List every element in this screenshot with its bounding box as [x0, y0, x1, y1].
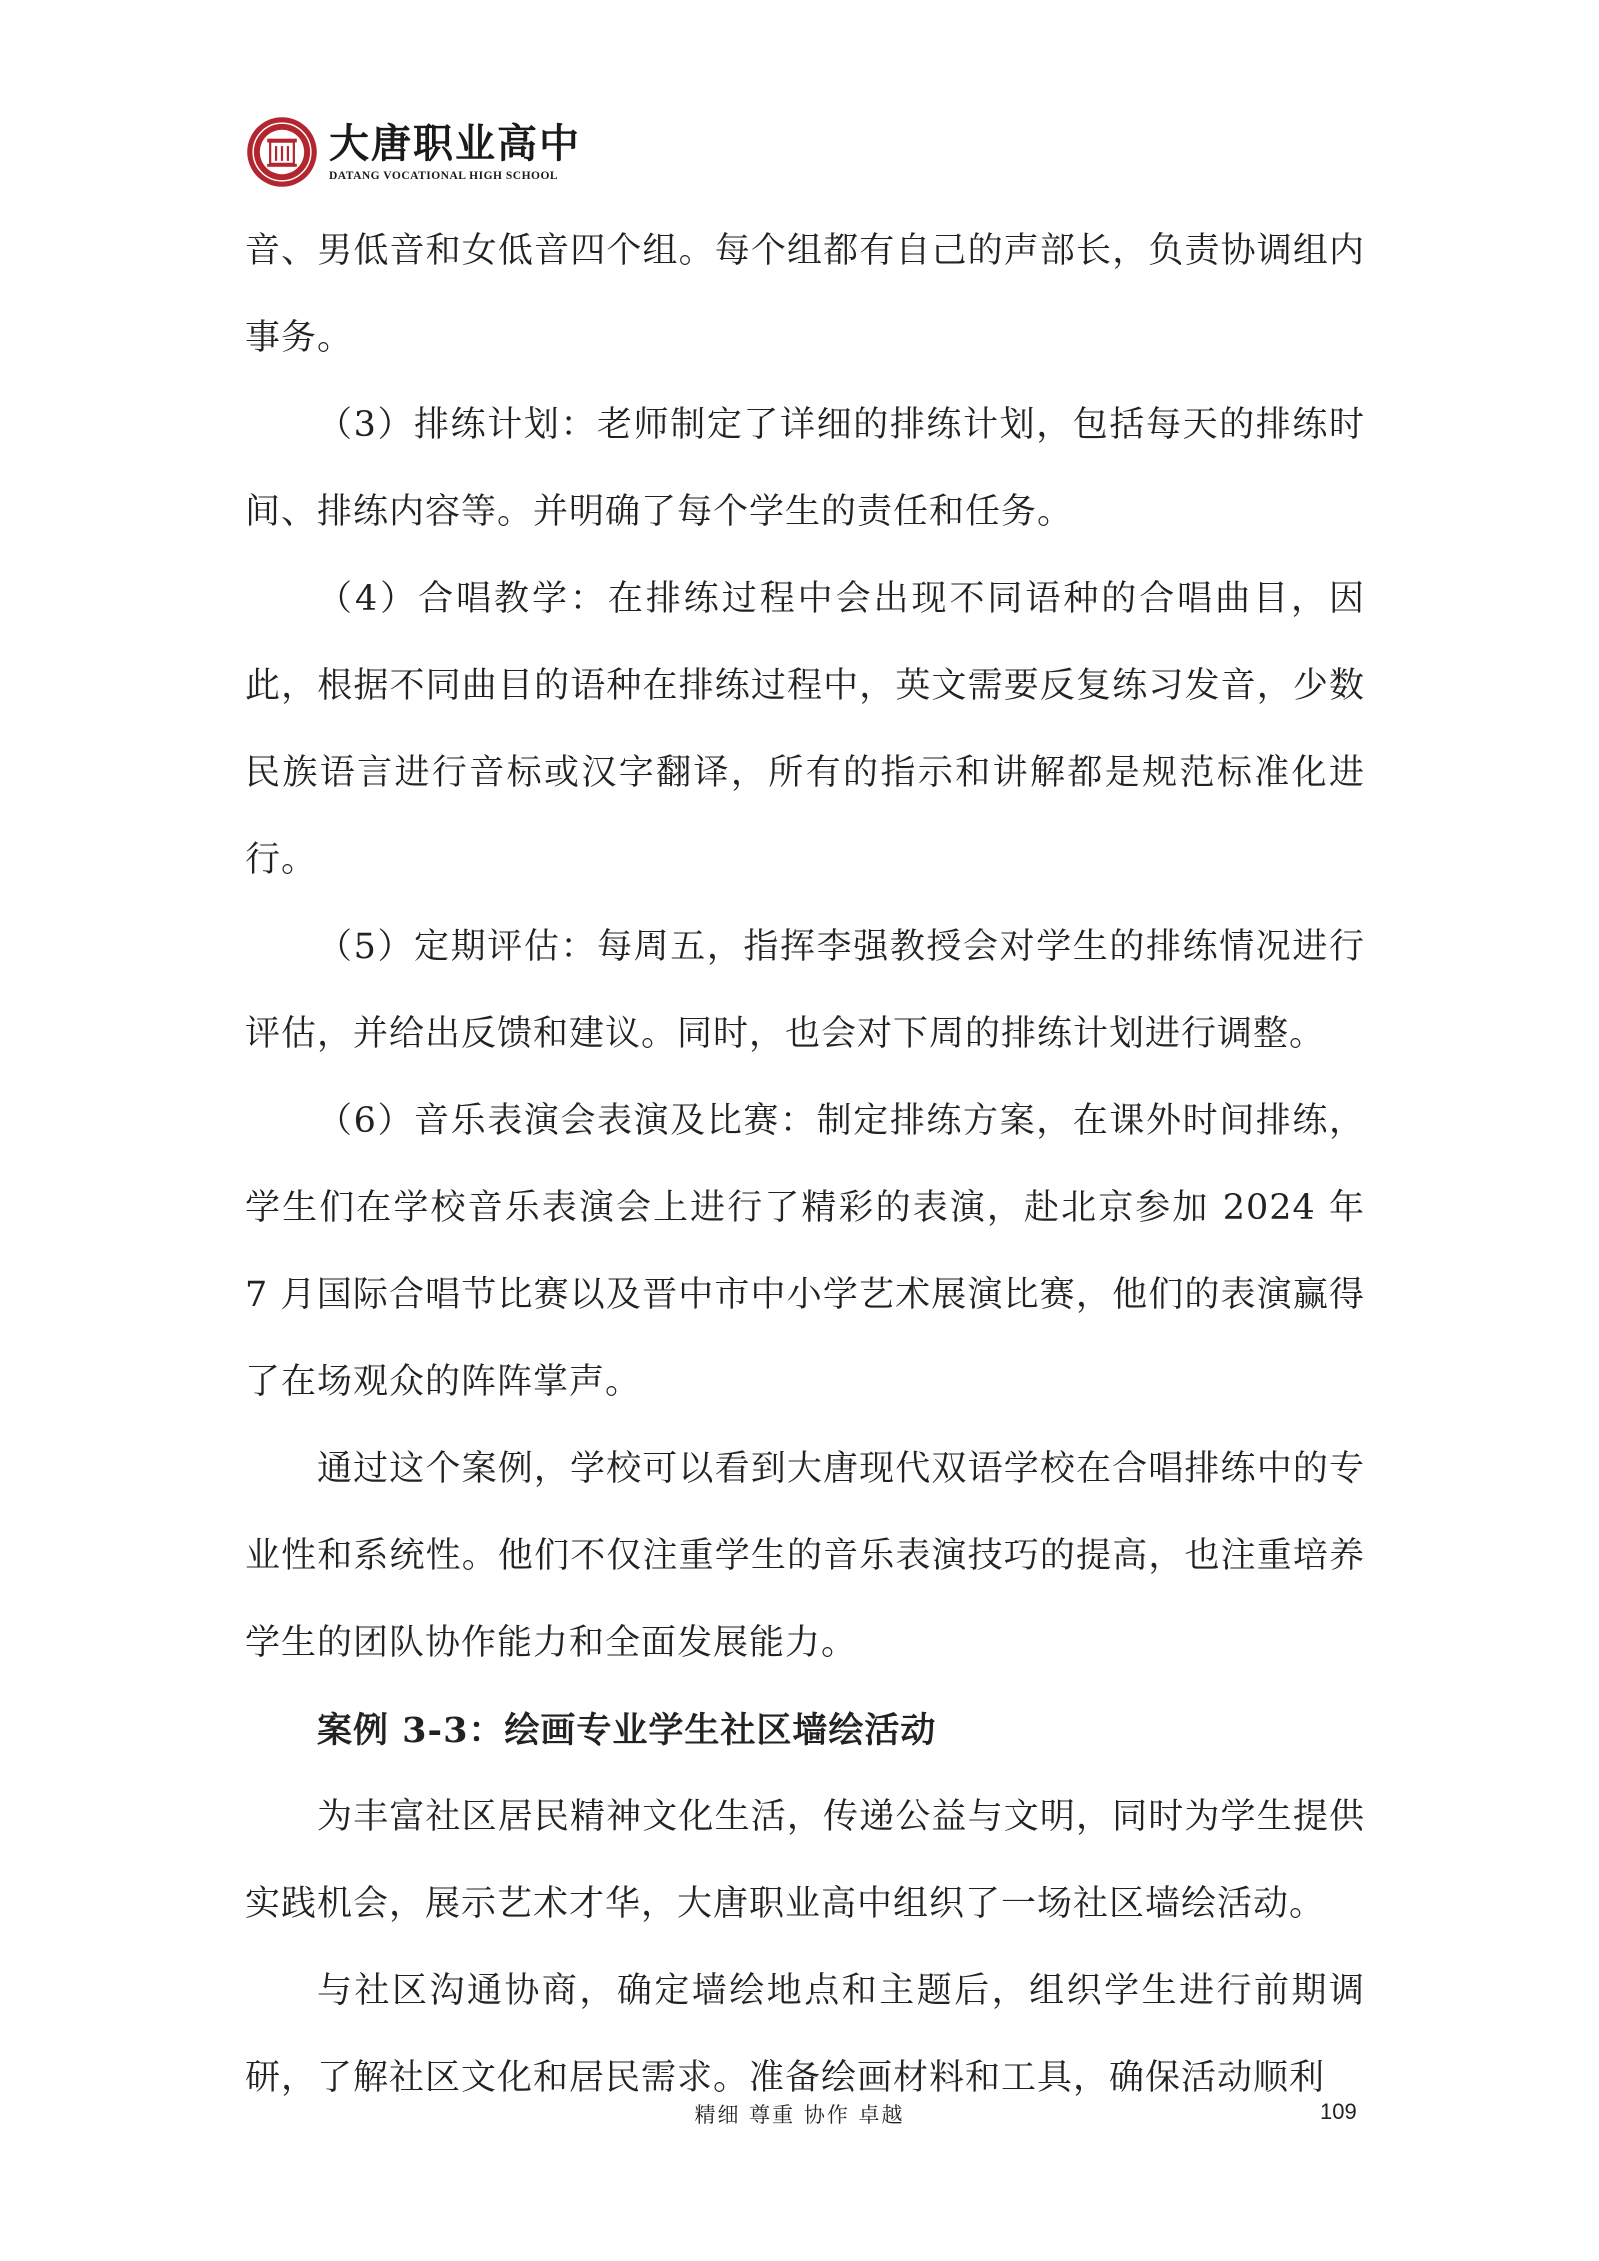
section-heading: 案例 3-3：绘画专业学生社区墙绘活动 [317, 1710, 937, 1751]
paragraph: （6）音乐表演会表演及比赛：制定排练方案，在课外时间排练，学生们在学校音乐表演会上进行了精彩的表演，赴北京参加 2024 年 7 月国际合唱节比赛以及晋中市中小学艺术展演比赛，他们的表演赢得了在场观众的阵阵掌声。 [245, 1101, 1365, 1402]
school-name-cn: 大唐职业高中 [329, 120, 581, 167]
paragraph: 通过这个案例，学校可以看到大唐现代双语学校在合唱排练中的专业性和系统性。他们不仅注重学生的音乐表演技巧的提高，也注重培养学生的团队协作能力和全面发展能力。 [245, 1449, 1365, 1663]
document-body [245, 208, 1365, 2122]
paragraph: 与社区沟通协商，确定墙绘地点和主题后，组织学生进行前期调研，了解社区文化和居民需求。准备绘画材料和工具，确保活动顺利 [245, 1971, 1365, 2098]
paragraph: 音、男低音和女低音四个组。每个组都有自己的声部长，负责协调组内事务。 [245, 231, 1365, 358]
paragraph: （3）排练计划：老师制定了详细的排练计划，包括每天的排练时间、排练内容等。并明确了每个学生的责任和任务。 [245, 405, 1365, 532]
page-number: 109 [1320, 2099, 1357, 2124]
page-header [245, 112, 581, 192]
paragraph: （5）定期评估：每周五，指挥李强教授会对学生的排练情况进行评估，并给出反馈和建议。同时，也会对下周的排练计划进行调整。 [245, 927, 1365, 1054]
logo-text [329, 121, 581, 183]
school-seal-icon [245, 115, 319, 189]
footer-motto: 精细 尊重 协作 卓越 [694, 2103, 905, 2127]
school-name-en: DATANG VOCATIONAL HIGH SCHOOL [329, 170, 559, 182]
paragraph: （4）合唱教学：在排练过程中会出现不同语种的合唱曲目，因此，根据不同曲目的语种在排练过程中，英文需要反复练习发音，少数民族语言进行音标或汉字翻译，所有的指示和讲解都是规范标准化进行。 [245, 579, 1365, 880]
paragraph: 为丰富社区居民精神文化生活，传递公益与文明，同时为学生提供实践机会，展示艺术才华，大唐职业高中组织了一场社区墙绘活动。 [245, 1797, 1365, 1924]
